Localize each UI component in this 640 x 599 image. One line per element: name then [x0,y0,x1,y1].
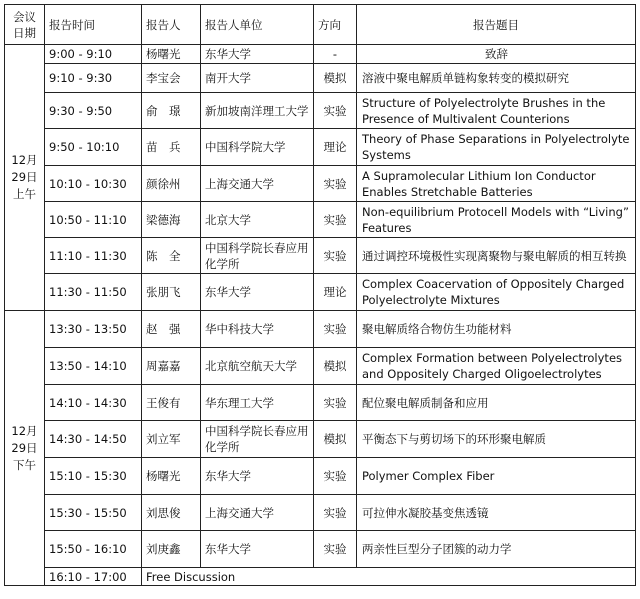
talk-type: 模拟 [314,421,357,458]
talk-title: Theory of Phase Separations in Polyelectrolyte Systems [357,129,636,166]
talk-row [5,385,636,421]
talk-speaker: 陈 全 [142,238,201,274]
talk-speaker: 张朋飞 [142,274,201,311]
talk-affiliation: 南开大学 [201,64,314,93]
talk-type: 实验 [314,495,357,531]
talk-affiliation: 华中科技大学 [201,311,314,348]
talk-affiliation: 中国科学院大学 [201,129,314,166]
talk-time: 14:10 - 14:30 [45,385,142,421]
talk-affiliation: 华东理工大学 [201,385,314,421]
talk-row [5,238,636,274]
talk-speaker: 杨曙光 [142,458,201,495]
talk-row [5,274,636,311]
talk-type: 实验 [314,238,357,274]
talk-affiliation: 中国科学院长春应用化学所 [201,238,314,274]
talk-time: 11:10 - 11:30 [45,238,142,274]
talk-affiliation: 新加坡南洋理工大学 [201,93,314,129]
schedule-body [5,45,636,586]
talk-title: Complex Formation between Polyelectrolytes and Oppositely Charged Oligoelectrolytes [357,348,636,385]
header-affiliation: 报告人单位 [201,5,314,45]
talk-affiliation: 中国科学院长春应用化学所 [201,421,314,458]
talk-time: 10:10 - 10:30 [45,166,142,202]
talk-type: 实验 [314,202,357,238]
talk-time: 9:30 - 9:50 [45,93,142,129]
talk-type: 实验 [314,311,357,348]
talk-title: 配位聚电解质制备和应用 [357,385,636,421]
talk-time: 9:50 - 10:10 [45,129,142,166]
talk-row [5,129,636,166]
header-time: 报告时间 [45,5,142,45]
talk-row [5,202,636,238]
header-type: 方向 [314,5,357,45]
talk-speaker: 刘立军 [142,421,201,458]
talk-time: 13:30 - 13:50 [45,311,142,348]
talk-affiliation: 东华大学 [201,45,314,64]
talk-type: 模拟 [314,348,357,385]
talk-row [5,495,636,531]
talk-title: 溶液中聚电解质单链构象转变的模拟研究 [357,64,636,93]
talk-title: 致辞 [357,45,636,64]
talk-type: 实验 [314,93,357,129]
header-row [5,5,636,45]
talk-row [5,348,636,385]
talk-time: 9:10 - 9:30 [45,64,142,93]
talk-type: 实验 [314,531,357,568]
talk-title: Complex Coacervation of Oppositely Charged Polyelectrolyte Mixtures [357,274,636,311]
talk-time: 14:30 - 14:50 [45,421,142,458]
talk-speaker: 俞 璟 [142,93,201,129]
talk-time: 13:50 - 14:10 [45,348,142,385]
talk-type: 实验 [314,458,357,495]
talk-type: 实验 [314,385,357,421]
talk-affiliation: 上海交通大学 [201,166,314,202]
talk-type: 理论 [314,129,357,166]
talk-row [5,311,636,348]
talk-title: 可拉伸水凝胶基变焦透镜 [357,495,636,531]
talk-affiliation: 北京航空航天大学 [201,348,314,385]
talk-title: 两亲性巨型分子团簇的动力学 [357,531,636,568]
talk-row [5,93,636,129]
talk-speaker: 梁德海 [142,202,201,238]
talk-affiliation: 东华大学 [201,274,314,311]
talk-speaker: 刘思俊 [142,495,201,531]
talk-speaker: 赵 强 [142,311,201,348]
talk-row [5,421,636,458]
talk-row [5,45,636,64]
talk-row [5,166,636,202]
talk-title: A Supramolecular Lithium Ion Conductor Enables Stretchable Batteries [357,166,636,202]
talk-title: 聚电解质络合物仿生功能材料 [357,311,636,348]
header-date: 会议日期 [5,5,45,45]
talk-title: Polymer Complex Fiber [357,458,636,495]
talk-type: 理论 [314,274,357,311]
discussion-row [5,568,636,586]
talk-time: 15:10 - 15:30 [45,458,142,495]
talk-speaker: 周嘉嘉 [142,348,201,385]
talk-row [5,458,636,495]
schedule-table [4,4,636,586]
session-date: 12月29日上午 [5,45,45,311]
talk-type: 模拟 [314,64,357,93]
discussion-time: 16:10 - 17:00 [45,568,142,586]
talk-speaker: 刘庚鑫 [142,531,201,568]
talk-title: Non-equilibrium Protocell Models with “Living” Features [357,202,636,238]
talk-title: 平衡态下与剪切场下的环形聚电解质 [357,421,636,458]
talk-row [5,531,636,568]
talk-affiliation: 东华大学 [201,531,314,568]
talk-title: Structure of Polyelectrolyte Brushes in the Presence of Multivalent Counterions [357,93,636,129]
header-speaker: 报告人 [142,5,201,45]
talk-speaker: 杨曙光 [142,45,201,64]
talk-speaker: 王俊有 [142,385,201,421]
talk-affiliation: 北京大学 [201,202,314,238]
talk-speaker: 李宝会 [142,64,201,93]
session-date: 12月29日下午 [5,311,45,586]
discussion-label: Free Discussion [142,568,636,586]
header-title: 报告题目 [357,5,636,45]
talk-type: 实验 [314,166,357,202]
talk-affiliation: 上海交通大学 [201,495,314,531]
talk-row [5,64,636,93]
talk-speaker: 颜徐州 [142,166,201,202]
talk-title: 通过调控环境极性实现离聚物与聚电解质的相互转换 [357,238,636,274]
talk-type: - [314,45,357,64]
talk-time: 15:50 - 16:10 [45,531,142,568]
talk-speaker: 苗 兵 [142,129,201,166]
talk-time: 9:00 - 9:10 [45,45,142,64]
talk-time: 11:30 - 11:50 [45,274,142,311]
talk-affiliation: 东华大学 [201,458,314,495]
talk-time: 15:30 - 15:50 [45,495,142,531]
talk-time: 10:50 - 11:10 [45,202,142,238]
